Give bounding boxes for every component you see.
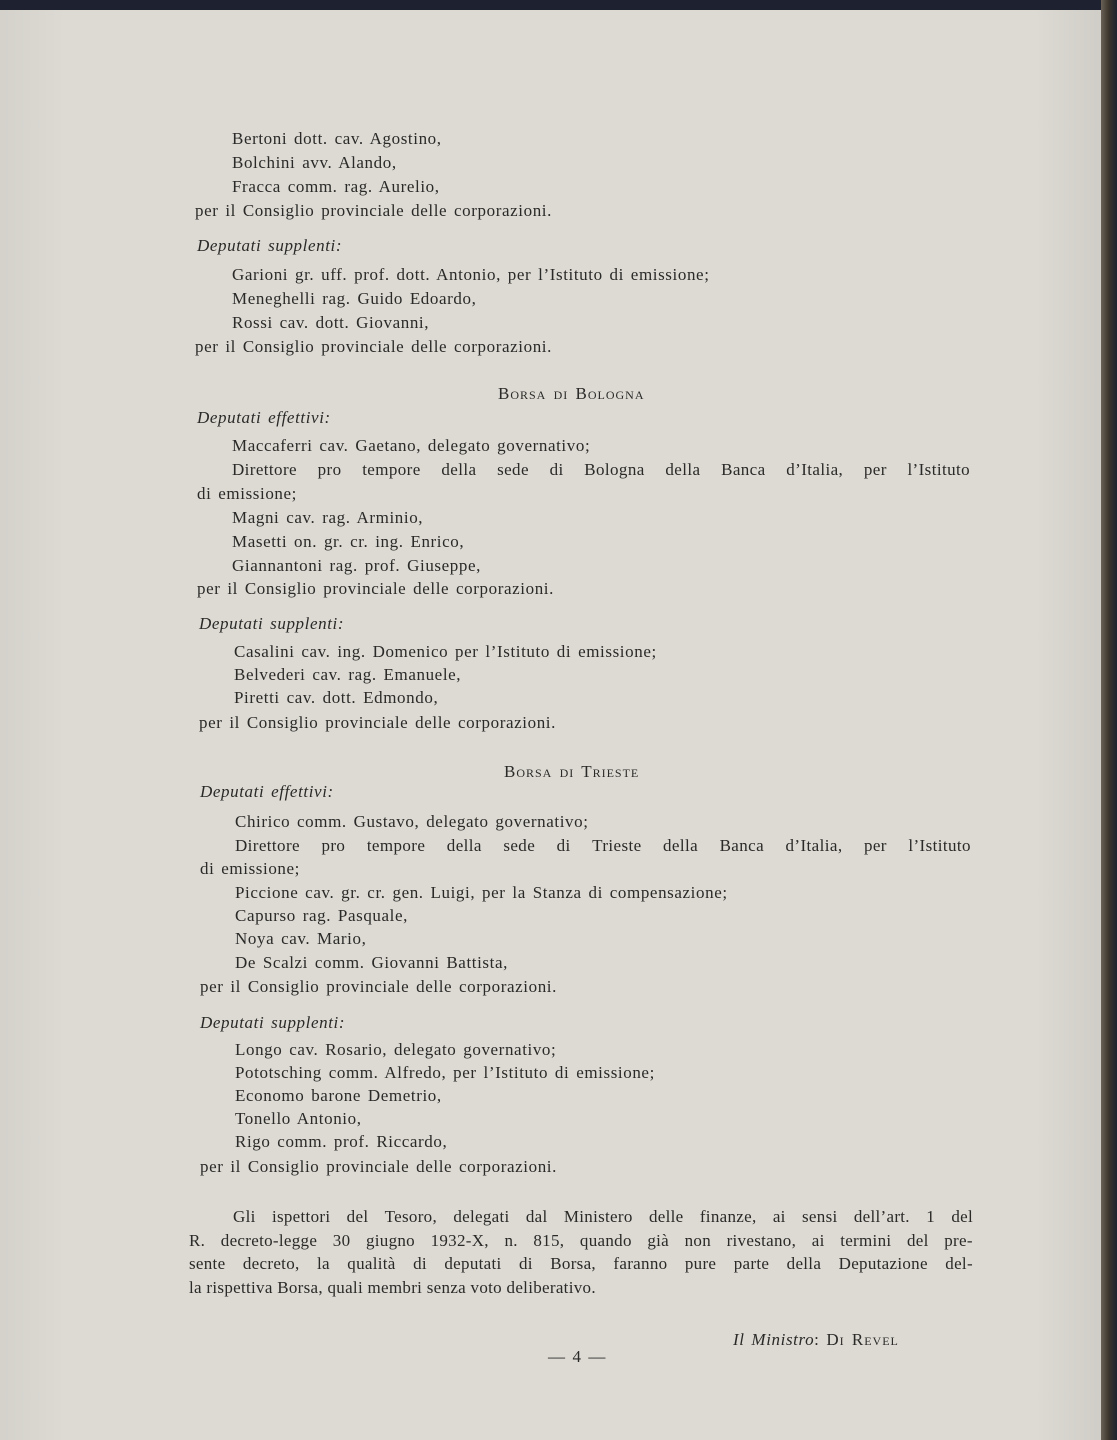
member-line: Noya cav. Mario, [235,929,367,948]
paragraph-line: Gli ispettori del Tesoro, delegati dal Ministero delle finanze, ai sensi dell’art. 1 del [233,1207,973,1226]
member-line: Casalini cav. ing. Domenico per l’Istituto di emissione; [234,642,657,661]
closing-line: per il Consiglio provinciale delle corporazioni. [197,579,554,598]
member-line: Belvederi cav. rag. Emanuele, [234,665,462,684]
direttore-line: Direttore pro tempore della sede di Bologna della Banca d’Italia, per l’Istituto [232,460,970,479]
member-line: Pototsching comm. Alfredo, per l’Istituto di emissione; [235,1063,655,1082]
page-number: — 4 — [548,1347,606,1366]
effettivi-label: Deputati effettivi: [197,408,331,427]
member-line: De Scalzi comm. Giovanni Battista, [235,953,508,972]
member-line: Maccaferri cav. Gaetano, delegato governativo; [232,436,591,455]
signature: Il Ministro: Di Revel [733,1330,899,1349]
paragraph-line: la rispettiva Borsa, quali membri senza voto deliberativo. [189,1277,596,1297]
effettivi-label: Deputati effettivi: [200,782,334,801]
direttore-cont: di emissione; [200,859,300,878]
paragraph-line: R. decreto-legge 30 giugno 1932-X, n. 815, quando già non rivestano, ai termini del pre- [189,1230,973,1250]
paragraph-line: sente decreto, la qualità di deputati di Borsa, faranno pure parte della Deputazione del- [189,1254,973,1273]
member-line: Rossi cav. dott. Giovanni, [232,313,430,332]
member-line: Bolchini avv. Alando, [232,153,397,172]
signature-name: Di Revel [826,1330,899,1349]
member-line: Capurso rag. Pasquale, [235,906,408,925]
member-line: Piretti cav. dott. Edmondo, [234,688,439,707]
member-line: Fracca comm. rag. Aurelio, [232,177,440,196]
closing-line: per il Consiglio provinciale delle corporazioni. [199,713,556,732]
member-line: Garioni gr. uff. prof. dott. Antonio, per l’Istituto di emissione; [232,265,710,284]
member-line: Rigo comm. prof. Riccardo, [235,1132,448,1151]
member-line: Giannantoni rag. prof. Giuseppe, [232,556,481,575]
closing-line: per il Consiglio provinciale delle corporazioni. [200,977,557,996]
closing-line: per il Consiglio provinciale delle corporazioni. [200,1157,557,1176]
member-line: Tonello Antonio, [235,1109,362,1128]
member-line: Masetti on. gr. cr. ing. Enrico, [232,532,465,551]
member-line: Economo barone Demetrio, [235,1086,442,1105]
member-line: Meneghelli rag. Guido Edoardo, [232,289,477,308]
supplenti-label: Deputati supplenti: [200,1013,346,1032]
member-line: Longo cav. Rosario, delegato governativo; [235,1040,557,1059]
member-line: Piccione cav. gr. cr. gen. Luigi, per la Stanza di compensazione; [235,883,728,902]
closing-line: per il Consiglio provinciale delle corporazioni. [195,337,552,356]
section-title-trieste: Borsa di Trieste [504,762,640,781]
page-edge-shadow [1101,0,1117,1440]
closing-line: per il Consiglio provinciale delle corporazioni. [195,201,552,220]
closing-paragraph [189,1205,973,1299]
supplenti-label: Deputati supplenti: [199,614,345,633]
member-line: Magni cav. rag. Arminio, [232,508,424,527]
section-title-bologna: Borsa di Bologna [498,384,645,403]
member-line: Chirico comm. Gustavo, delegato governativo; [235,812,589,831]
signature-label: Il Ministro [733,1330,815,1349]
direttore-cont: di emissione; [197,484,297,503]
direttore-line: Direttore pro tempore della sede di Trieste della Banca d’Italia, per l’Istituto [235,836,971,855]
supplenti-label: Deputati supplenti: [197,236,343,255]
member-line: Bertoni dott. cav. Agostino, [232,129,442,148]
